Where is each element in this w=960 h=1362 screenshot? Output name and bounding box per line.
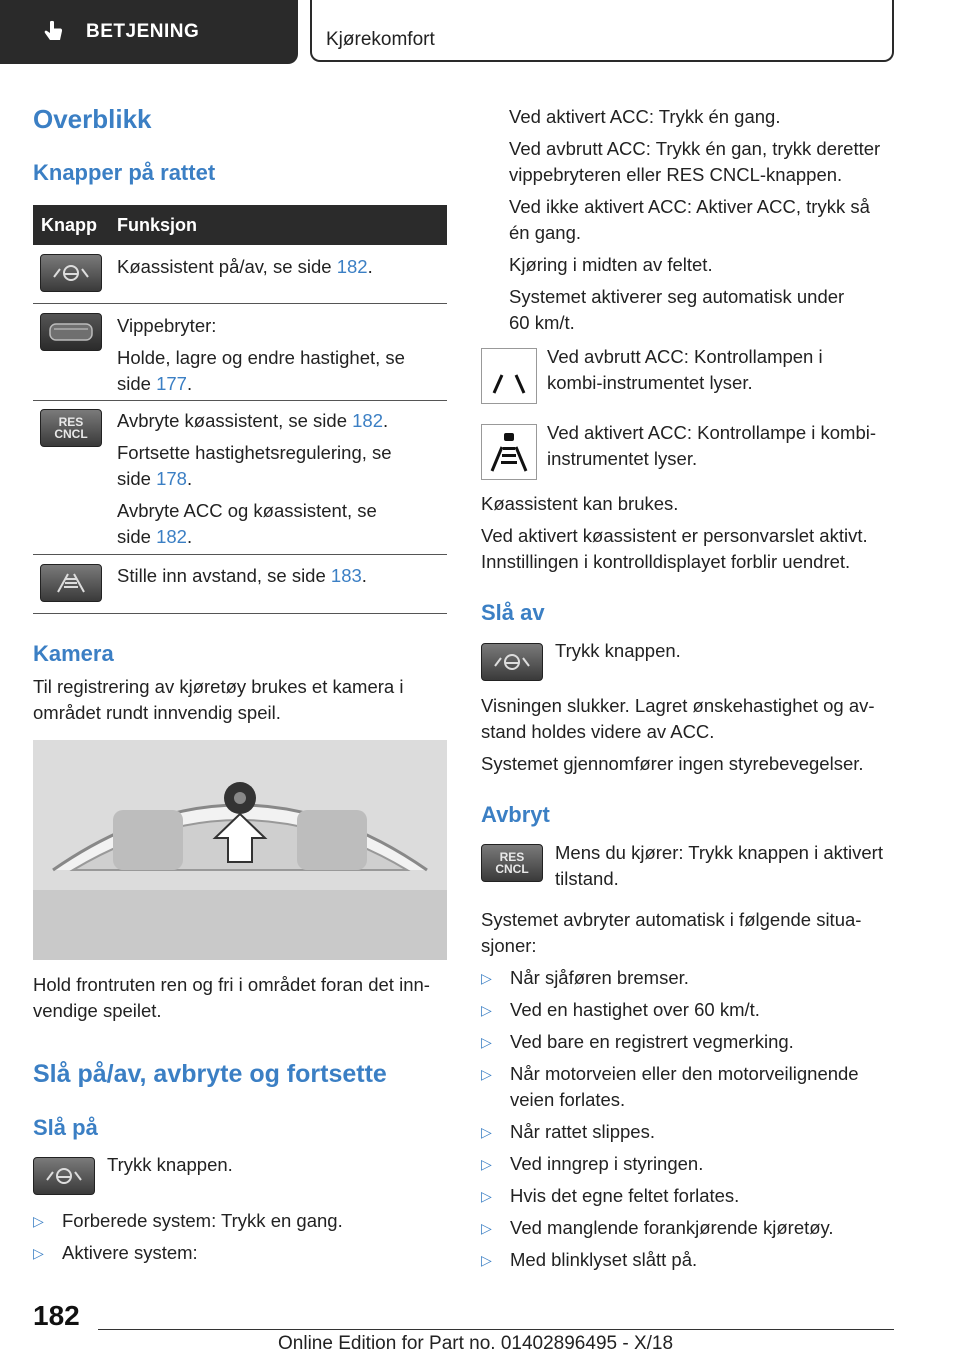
bullet-triangle-icon: ▷ bbox=[33, 1213, 44, 1229]
page-link[interactable]: 178 bbox=[156, 468, 187, 489]
page-link[interactable]: 182 bbox=[352, 410, 383, 431]
bullet-triangle-icon: ▷ bbox=[481, 1002, 492, 1018]
list-item: ▷ Ved manglende forankjørende kjøretøy. bbox=[481, 1215, 895, 1241]
list-item: ▷ Når rattet slippes. bbox=[481, 1119, 895, 1145]
row-divider bbox=[33, 303, 447, 304]
camera-text: Til registrering av kjøretøy brukes et kamera i området rundt innvendig speil. bbox=[33, 676, 404, 723]
steering-acc-button-icon bbox=[481, 643, 543, 681]
bullet-triangle-icon: ▷ bbox=[481, 1252, 492, 1268]
edition-text: Online Edition for Part no. 01402896495 - X/18 bbox=[278, 1333, 674, 1354]
page-number: 182 bbox=[33, 1300, 80, 1331]
bullet-triangle-icon: ▷ bbox=[481, 1220, 492, 1236]
res-cncl-button-icon: RES CNCL bbox=[481, 844, 543, 882]
list-item: ▷ Hvis det egne feltet forlates. bbox=[481, 1183, 895, 1209]
cancel-heading: Avbryt bbox=[481, 802, 550, 827]
section-tab bbox=[0, 0, 298, 64]
list-item: ▷ Med blinklyset slått på. bbox=[481, 1247, 895, 1273]
table-header bbox=[33, 205, 447, 245]
camera-heading: Kamera bbox=[33, 641, 114, 666]
section-label: BETJENING bbox=[86, 21, 200, 42]
section-heading: Knapper på rattet bbox=[33, 160, 216, 185]
camera-photo bbox=[33, 740, 447, 960]
list-item: ▷ Når sjåføren bremser. bbox=[481, 965, 895, 991]
table-row-4-text: Stille inn avstand, se side 183. bbox=[117, 565, 367, 586]
on-heading: Slå på bbox=[33, 1115, 98, 1140]
steering-acc-button-icon bbox=[40, 254, 102, 292]
list-item: ▷ Ved en hastighet over 60 km/t. bbox=[481, 997, 895, 1023]
section2-heading: Slå på/av, avbryte og fortsette bbox=[33, 1060, 387, 1088]
list-item: ▷ Forberede system: Trykk en gang. bbox=[33, 1208, 447, 1234]
table-row-2-text: Vippebryter: Holde, lagre og endre hastighet, se side 177. bbox=[117, 315, 405, 394]
lamp1-text: Ved avbrutt ACC: Kontrollampen i kombi-instrumentet lyser. bbox=[547, 346, 823, 393]
col-header-function: Funksjon bbox=[117, 215, 197, 235]
steering-acc-button-icon bbox=[33, 1157, 95, 1195]
table-row-1-text: Køassistent på/av, se side 182. bbox=[117, 256, 373, 277]
page-link[interactable]: 177 bbox=[156, 373, 187, 394]
right-paragraphs: Ved aktivert ACC: Trykk én gang. Ved avbrutt ACC: Trykk én gan, trykk deretter vippebryteren eller RES CNCL-knappen. Ved ikke aktivert ACC: Aktiver ACC, trykk så én gang. Kjøring i midten av feltet. Systemet aktiverer seg automatisk under 60 km/t. bbox=[509, 106, 881, 333]
bullet-triangle-icon: ▷ bbox=[481, 970, 492, 986]
chapter-label: Kjørekomfort bbox=[326, 29, 435, 50]
list-item: ▷ Ved bare en registrert vegmerking. bbox=[481, 1029, 895, 1055]
bullet-triangle-icon: ▷ bbox=[481, 1034, 492, 1050]
page-link[interactable]: 183 bbox=[330, 565, 362, 586]
bullet-triangle-icon: ▷ bbox=[481, 1124, 492, 1140]
off-heading: Slå av bbox=[481, 600, 545, 625]
acc-active-lamp-icon bbox=[481, 424, 537, 480]
bullet-triangle-icon: ▷ bbox=[481, 1156, 492, 1172]
photo-caption: Hold frontruten ren og fri i området foran det inn- vendige speilet. bbox=[33, 974, 430, 1021]
row-divider bbox=[33, 613, 447, 614]
chapter-tab bbox=[310, 0, 894, 62]
bullet-triangle-icon: ▷ bbox=[481, 1066, 492, 1082]
col-header-button: Knapp bbox=[41, 215, 97, 235]
page-link[interactable]: 182 bbox=[156, 526, 187, 547]
distance-button-icon bbox=[40, 564, 102, 602]
hand-pointer-icon bbox=[40, 18, 68, 46]
res-cncl-button-icon: RES CNCL bbox=[40, 409, 102, 447]
bullet-triangle-icon: ▷ bbox=[33, 1245, 44, 1261]
rocker-switch-icon bbox=[40, 313, 102, 351]
auto-cancel-intro: Systemet avbryter automatisk i følgende situa- sjoner: bbox=[481, 909, 862, 956]
list-item: ▷ Ved inngrep i styringen. bbox=[481, 1151, 895, 1177]
row-divider bbox=[33, 554, 447, 555]
off-paragraphs: Visningen slukker. Lagret ønskehastighet og av- stand holdes videre av ACC. Systemet gjennomfører ingen styrebevegelser. bbox=[481, 695, 875, 774]
lamp2-text: Ved aktivert ACC: Kontrollampe i kombi- instrumentet lyser. bbox=[547, 422, 877, 469]
table-row-3-text: Avbryte køassistent, se side 182. Fortsette hastighetsregulering, se side 178. Avbryte ACC og køassistent, se side 182. bbox=[117, 410, 392, 547]
on-text: Trykk knappen. bbox=[107, 1154, 233, 1175]
footer-divider bbox=[98, 1329, 894, 1330]
off-text: Trykk knappen. bbox=[555, 640, 681, 661]
bullet-triangle-icon: ▷ bbox=[481, 1188, 492, 1204]
acc-indicator-lamp-icon bbox=[481, 348, 537, 404]
page-link[interactable]: 182 bbox=[336, 256, 368, 277]
cancel-text: Mens du kjører: Trykk knappen i aktivert tilstand. bbox=[555, 842, 883, 889]
row-divider bbox=[33, 400, 447, 401]
list-item: ▷ Når motorveien eller den motorveilignende veien forlates. bbox=[481, 1063, 859, 1110]
list-item: ▷ Aktivere system: bbox=[33, 1240, 447, 1266]
page-title: Overblikk bbox=[33, 104, 152, 134]
right-paragraphs-2: Køassistent kan brukes. Ved aktivert køassistent er personvarslet aktivt. Innstillingen i kontrolldisplayet forblir uendret. bbox=[481, 493, 868, 572]
